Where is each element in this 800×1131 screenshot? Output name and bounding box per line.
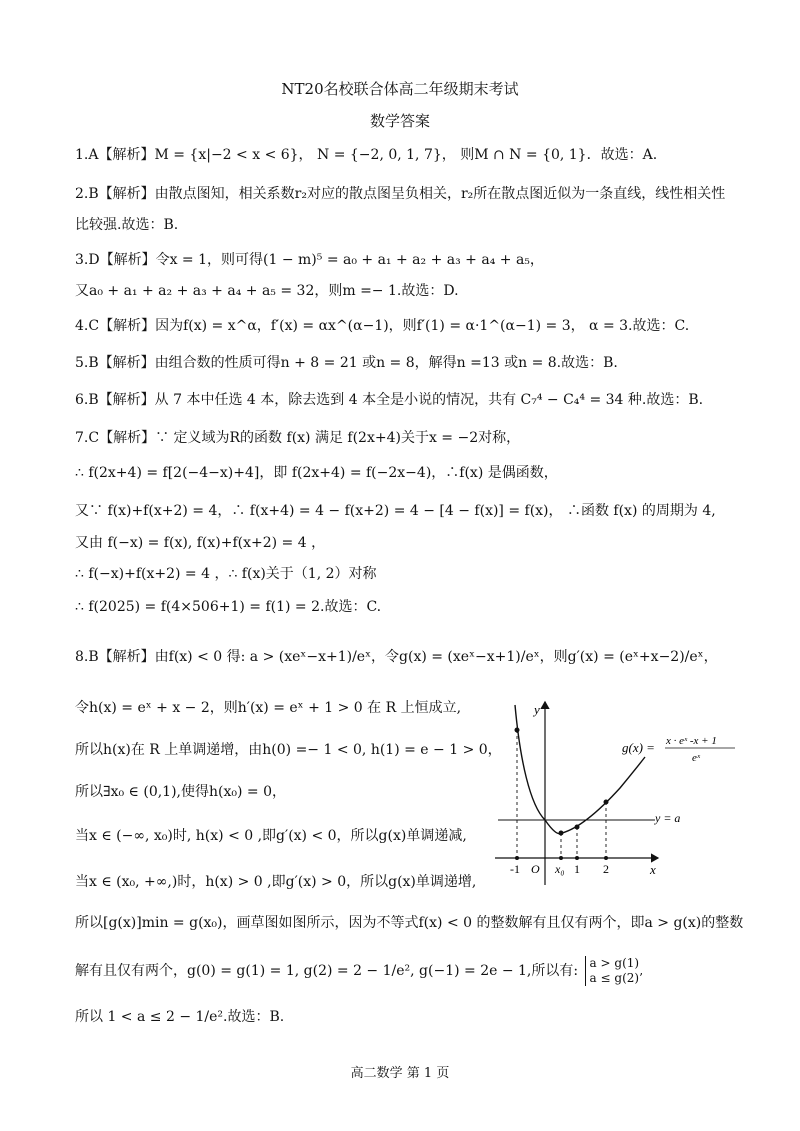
answer-8-conclusion: 所以 1 < a ≤ 2 − 1/e².故选：B. xyxy=(75,1009,285,1025)
answer-8-line7: 所以[g(x)]min = g(x₀)，画草图如图所示，因为不等式f(x) < 0 的整数解有且仅有两个，即a > g(x)的整数 xyxy=(75,915,744,931)
answer-8-line6: 当x ∈ (x₀, +∞,)时，h(x) > 0 ,即g′(x) > 0，所以g(x)单调递增, xyxy=(75,874,477,890)
answer-8-line5: 当x ∈ (−∞, x₀)时, h(x) < 0 ,即g′(x) < 0，所以g(x)单调递减, xyxy=(75,828,467,844)
system-row-2: a ≤ g(2)’ xyxy=(589,971,643,985)
tick-x0: x₀ xyxy=(555,862,565,876)
answer-8-line2: 令h(x) = eˣ + x − 2，则h′(x) = eˣ + 1 > 0 在 R 上恒成立, xyxy=(75,700,462,716)
point-1 xyxy=(575,825,580,830)
answer-7-line3: 又∵ f(x)+f(x+2) = 4，∴ f(x+4) = 4 − f(x+2) = 4 − [4 − f(x)] = f(x)， ∴函数 f(x) 的周期为 4, xyxy=(75,503,716,519)
point-min xyxy=(559,831,564,836)
curve-g xyxy=(515,705,645,834)
y-axis-label: y xyxy=(534,702,540,717)
answer-7: 7.C【解析】∵ 定义域为R的函数 f(x) 满足 f(2x+4)关于x = −2对称， xyxy=(75,430,521,446)
tick-neg1: -1 xyxy=(510,862,520,876)
point-neg1-axis xyxy=(515,856,519,860)
page-subtitle: 数学答案 xyxy=(369,112,430,130)
page-footer: 高二数学 第 1 页 xyxy=(350,1066,450,1081)
answer-3: 3.D【解析】令x = 1，则可得(1 − m)⁵ = a₀ + a₁ + a₂ + a₃ + a₄ + a₅， xyxy=(75,252,544,268)
answer-8-line3: 所以h(x)在 R 上单调递增，由h(0) =− 1 < 0, h(1) = e − 1 > 0， xyxy=(75,742,502,758)
answer-7-line4: 又由 f(−x) = f(x), f(x)+f(x+2) = 4 ， xyxy=(75,535,326,551)
tick-2: 2 xyxy=(603,862,609,876)
answer-5: 5.B【解析】由组合数的性质可得n + 8 = 21 或n = 8，解得n =13 或n = 8.故选：B. xyxy=(75,355,618,371)
answer-8-line4: 所以∃x₀ ∈ (0,1),使得h(x₀) = 0， xyxy=(75,784,286,800)
answer-2: 2.B【解析】由散点图知，相关系数r₂对应的散点图呈负相关，r₂所在散点图近似为一条直线，线性相关性 xyxy=(75,186,726,202)
answer-7-line2: ∴ f(2x+4) = f[2(−4−x)+4]，即 f(2x+4) = f(−2x−4)，∴f(x) 是偶函数， xyxy=(75,465,558,481)
point-1-axis xyxy=(575,856,579,860)
answer-7-line6: ∴ f(2025) = f(4×506+1) = f(1) = 2.故选：C. xyxy=(75,599,382,615)
answer-7-line5: ∴ f(−x)+f(x+2) = 4 ，∴ f(x)关于（1, 2）对称 xyxy=(75,566,377,582)
graph-figure xyxy=(490,690,750,890)
answer-6: 6.B【解析】从 7 本中任选 4 本，除去选到 4 本全是小说的情况，共有 C₇⁴ − C₄⁴ = 34 种.故选：B. xyxy=(75,392,704,408)
x-axis-label: x xyxy=(650,862,656,877)
line-y-a-label: y = a xyxy=(655,811,681,825)
point-neg1 xyxy=(515,728,520,733)
tick-1: 1 xyxy=(574,862,580,876)
answer-2-cont: 比较强.故选：B. xyxy=(75,217,179,233)
answer-3-cont: 又a₀ + a₁ + a₂ + a₃ + a₄ + a₅ = 32，则m =− 1.故选：D. xyxy=(75,283,459,299)
point-x0-axis xyxy=(559,856,563,860)
origin-label: O xyxy=(531,862,540,876)
answer-1: 1.A【解析】M = {x|−2 < x < 6}， N = {−2, 0, 1, 7}， 则M ∩ N = {0, 1}．故选：A. xyxy=(75,147,658,163)
answer-8-line8-text: 解有且仅有两个，g(0) = g(1) = 1, g(2) = 2 − 1/e², g(−1) = 2e − 1,所以有: xyxy=(75,963,579,979)
point-2-axis xyxy=(604,856,608,860)
system-row-1: a > g(1) xyxy=(589,956,640,970)
curve-label-prefix: g(x) = xyxy=(622,740,655,755)
page-title: NT20名校联合体高二年级期末考试 xyxy=(281,80,519,98)
curve-label-denominator: eˣ xyxy=(692,752,700,764)
inequality-system xyxy=(585,956,643,986)
answer-8-line8 xyxy=(75,956,740,986)
curve-label-numerator: x · eˣ -x + 1 xyxy=(666,735,717,747)
point-2 xyxy=(604,800,609,805)
answer-4: 4.C【解析】因为f(x) = x^α，f′(x) = αx^(α−1)，则f′(1) = α·1^(α−1) = 3， α = 3.故选：C. xyxy=(75,318,690,334)
answer-8: 8.B【解析】由f(x) < 0 得: a > (xeˣ−x+1)/eˣ，令g(x) = (xeˣ−x+1)/eˣ，则g′(x) = (eˣ+x−2)/eˣ， xyxy=(75,649,718,665)
